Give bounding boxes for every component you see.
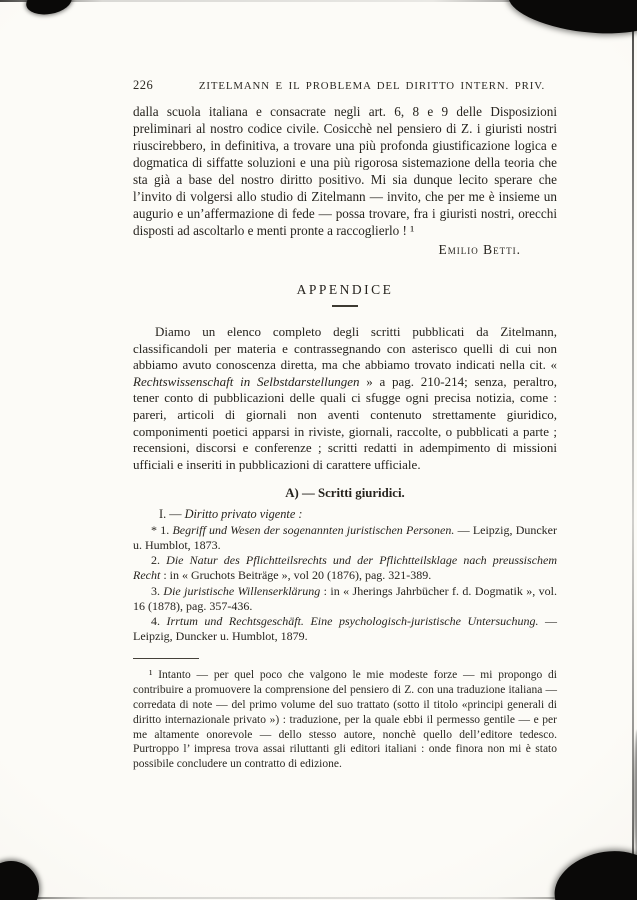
scan-edge-right xyxy=(632,0,634,900)
appendix-intro-pre: Diamo un elenco completo degli scritti pubblicati da Zitelmann, classificandoli per materia e contrassegnando con asterisco quelli di cui non abbiamo avuto conoscenza diretta, ma che abbiamo trovato indicati nella cit. « xyxy=(133,324,557,373)
bibliography-entry xyxy=(133,584,557,614)
scan-smudge-top-left xyxy=(24,0,74,18)
text-column xyxy=(133,0,557,772)
page-header xyxy=(133,0,557,93)
footnote-separator xyxy=(133,658,199,659)
bibliography-entry xyxy=(133,553,557,583)
entry-number: 3. xyxy=(151,583,164,598)
body-paragraph: dalla scuola italiana e consacrate negli art. 6, 8 e 9 delle Disposizioni preliminari al nostro codice civile. Cosicchè nel pensiero di Z. i giuristi nostri riuscirebbero, in definitiva, a trovare una più profonda giustificazione logica e dogmatica di siffatte soluzioni e una più rigorosa sistemazione della teoria che sta già a base del nostro diritto positivo. Mi sia dunque lecito sperare che l’invito di volgersi allo studio di Zitelmann — invito, che per me è insieme un augurio e un’affermazione di fede — possa trovare, fra i giuristi nostri, orecchi disposti ad ascoltarlo e menti pronte a raccoglierlo ! ¹ xyxy=(133,104,557,238)
entry-number: 4. xyxy=(151,614,167,629)
scan-edge-bottom xyxy=(0,897,637,899)
bibliography-entry xyxy=(133,614,557,644)
entry-imprint: : in « Jherings Jahrbücher f. d. Dogmatik », vol. 16 (1878), pag. 357-436. xyxy=(133,583,557,613)
subsection-title: Diritto privato vigente : xyxy=(184,507,303,522)
subsection-number: I. — xyxy=(159,507,185,522)
bibliography-list xyxy=(133,523,557,645)
section-heading: A) — Scritti giuridici. xyxy=(285,486,405,501)
footnote-text: ¹ Intanto — per quel poco che valgono le mie modeste forze — mi propongo di contribuire a promuovere la comprensione del pensiero di Z. con una traduzione italiana — corredata di note — del primo volume del suo trattato (sotto il titolo «principi generali di diritto internazionale privato ») : traduzione, per la quale ebbi il permesso gentile — e per me altamente onorevole — dello stesso autore, nonchè quello dell’editore tedesco. Purtroppo l’ impresa trova assai riluttanti gli editori italiani : onde finora non mi è stato possibile concludere un contratto di edizione. xyxy=(133,669,557,771)
entry-imprint: : in « Gruchots Beiträge », vol 20 (1876), pag. 321-389. xyxy=(160,568,432,583)
entry-imprint: — Leipzig, Duncker u. Humblot, 1879. xyxy=(133,614,557,644)
entry-title: Begriff und Wesen der sogenannten juristischen Personen. xyxy=(172,522,455,537)
appendix-heading-rule xyxy=(332,305,358,307)
entry-title: Irrtum und Rechtsgeschäft. Eine psychologisch-juristische Untersuchung. xyxy=(166,614,539,629)
appendix-intro-cited-work: Rechtswissenschaft in Selbstdarstellungen xyxy=(133,373,360,389)
appendix-intro-post: » a pag. 210-214; senza, peraltro, tener conto di pubblicazioni delle quali ci sfugge ogni precisa notizia, come : pareri, articoli di giornali non aventi contenuto strettamente giuridico, componimenti poetici apparsi in riviste, giornali, raccolte, o pubblicati a parte ; recensioni, discorsi e conferenze ; scritti redatti in adempimento di missioni ufficiali e inseriti in pubblicazioni di carattere ufficiale. xyxy=(133,373,557,472)
bibliography-entry xyxy=(133,523,557,553)
entry-title: Die juristische Willenserklärung xyxy=(163,583,321,598)
entry-imprint: — Leipzig, Duncker u. Humblot, 1873. xyxy=(133,522,558,553)
entry-number: * 1. xyxy=(151,522,173,537)
appendix-heading: APPENDICE xyxy=(296,282,394,297)
entry-title: Die Natur des Pflichtteilsrechts und der Pflichtteilsklage nach preussischem Recht xyxy=(133,553,558,583)
page-number: 226 xyxy=(133,78,154,92)
appendix-intro xyxy=(133,324,557,473)
subsection-heading xyxy=(159,507,557,523)
running-title: ZITELMANN E IL PROBLEMA DEL DIRITTO INTERN. PRIV. xyxy=(198,80,546,92)
scan-smudge-bottom-right xyxy=(548,842,637,900)
entry-number: 2. xyxy=(151,553,167,568)
scan-smudge-bottom-left xyxy=(0,861,39,900)
author-signature: Emilio Betti. xyxy=(438,242,521,257)
